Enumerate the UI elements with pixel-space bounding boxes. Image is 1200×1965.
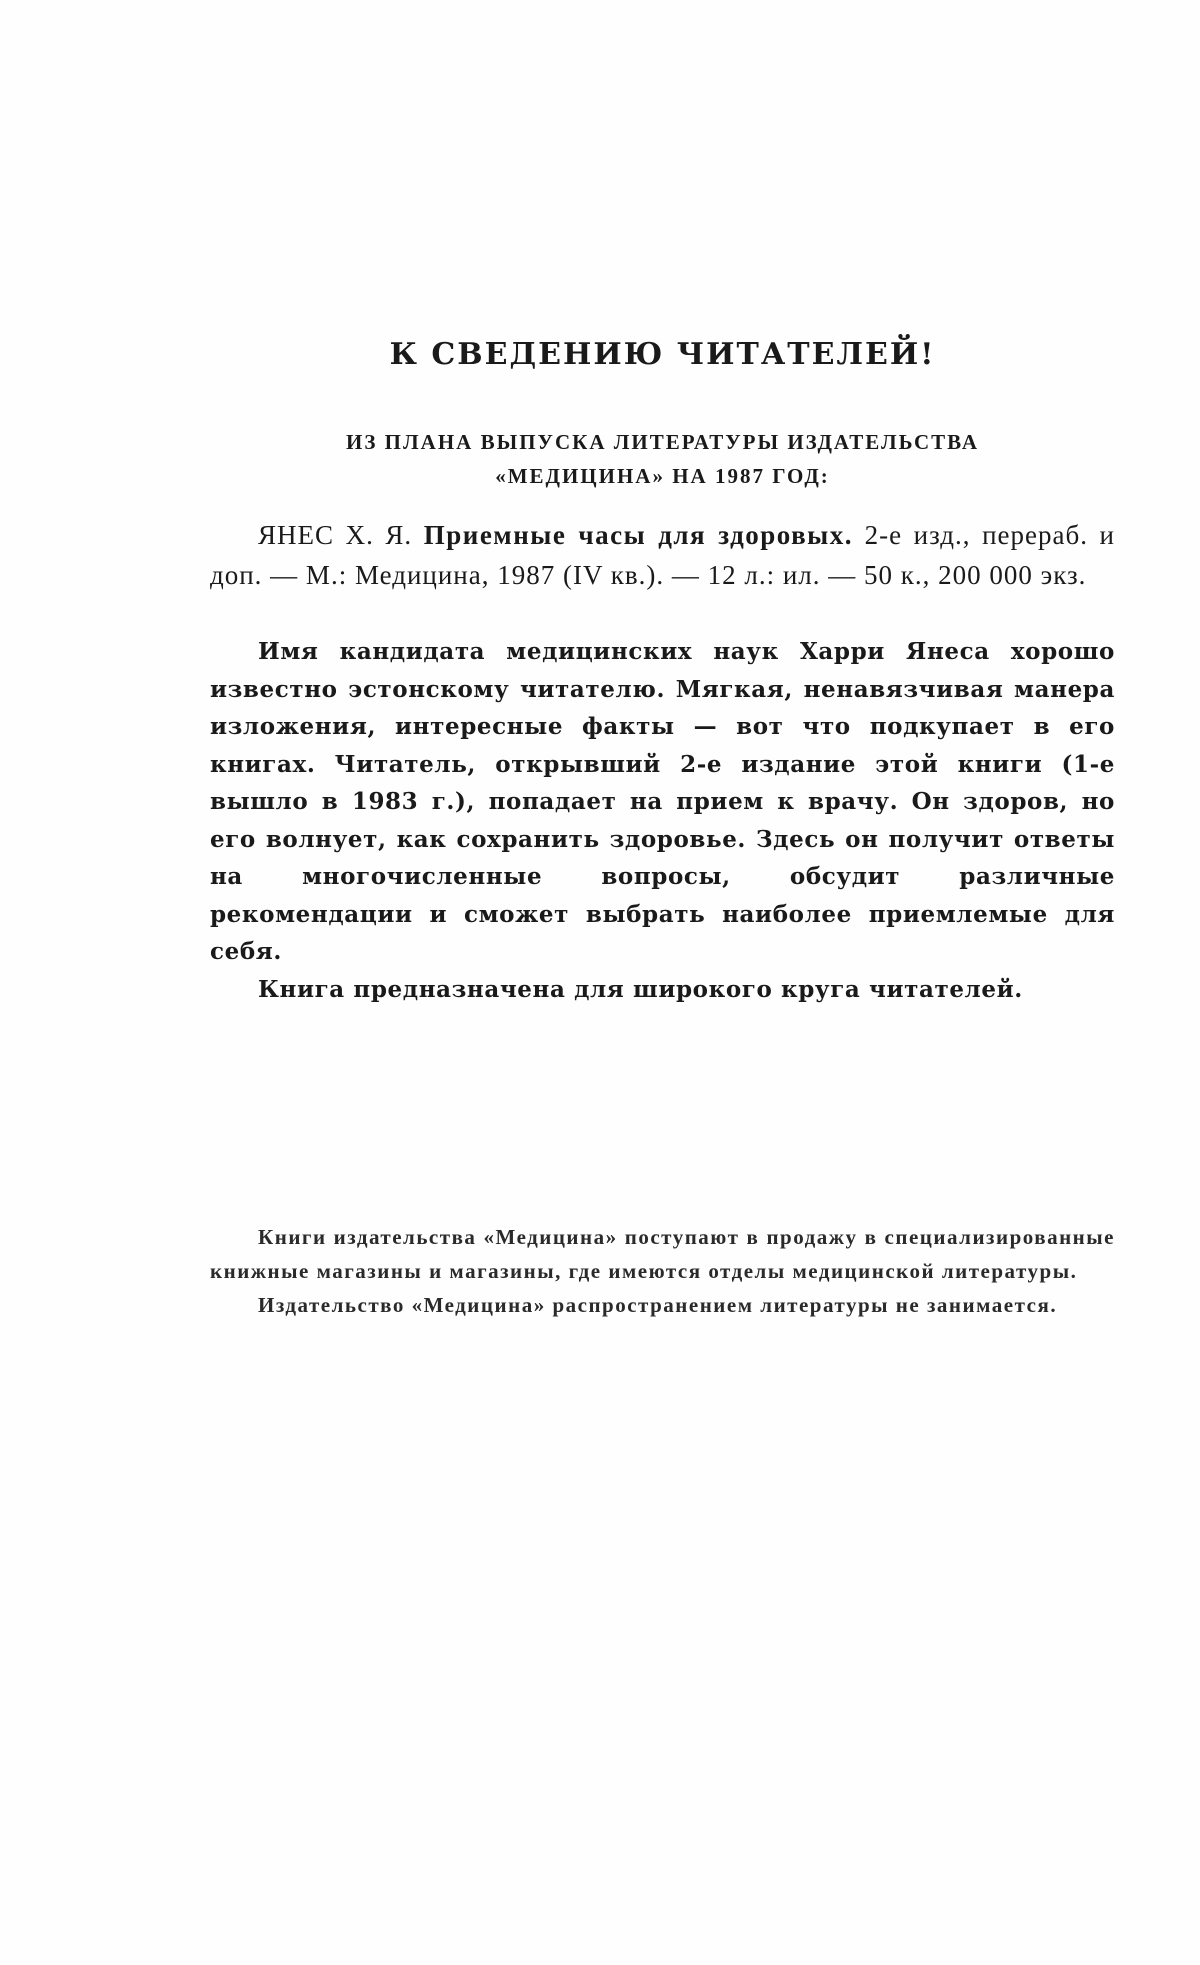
book-title: Приемные часы для здоровых. — [423, 520, 854, 550]
book-author: ЯНЕС Х. Я. — [258, 520, 413, 550]
distribution-paragraph: Книги издательства «Медицина» поступают в продажу в специализированные книжные магазины и магазины, где имеются отделы медицинской литературы. — [210, 1225, 1115, 1283]
notice-block — [210, 335, 1115, 1008]
notice-title: К СВЕДЕНИЮ ЧИТАТЕЛЕЙ! — [389, 337, 936, 372]
annotation-paragraph: Имя кандидата медицинских наук Харри Янеса хорошо известно эстонскому читателю. Мягкая, ненавязчивая манера изложения, интересные факты — вот что подкупает в его книгах. Читатель, открывший 2-е издание этой книги (1-е вышло в 1983 г.), попадает на прием к врачу. Он здоров, но его волнует, как сохранить здоровье. Здесь он получит ответы на многочисленные вопросы, обсудит различные рекомендации и сможет выбрать наиболее приемлемые для себя. — [210, 638, 1115, 965]
plan-heading-line-2: «МЕДИЦИНА» НА 1987 ГОД: — [495, 464, 830, 488]
plan-heading-line-1: ИЗ ПЛАНА ВЫПУСКА ЛИТЕРАТУРЫ ИЗДАТЕЛЬСТВА — [346, 430, 979, 454]
plan-heading — [210, 425, 1115, 493]
distribution-paragraph: Издательство «Медицина» распространением литературы не занимается. — [258, 1293, 1058, 1317]
bibliographic-entry — [210, 515, 1115, 595]
annotation-paragraph: Книга предназначена для широкого круга читателей. — [258, 975, 1023, 1003]
distribution-note — [210, 1220, 1115, 1322]
book-annotation — [210, 633, 1115, 1008]
book-details: 2-е изд., перераб. и доп. — М.: Медицина, 1987 (IV кв.). — 12 л.: ил. — 50 к., 200 000 экз. — [210, 520, 1116, 590]
